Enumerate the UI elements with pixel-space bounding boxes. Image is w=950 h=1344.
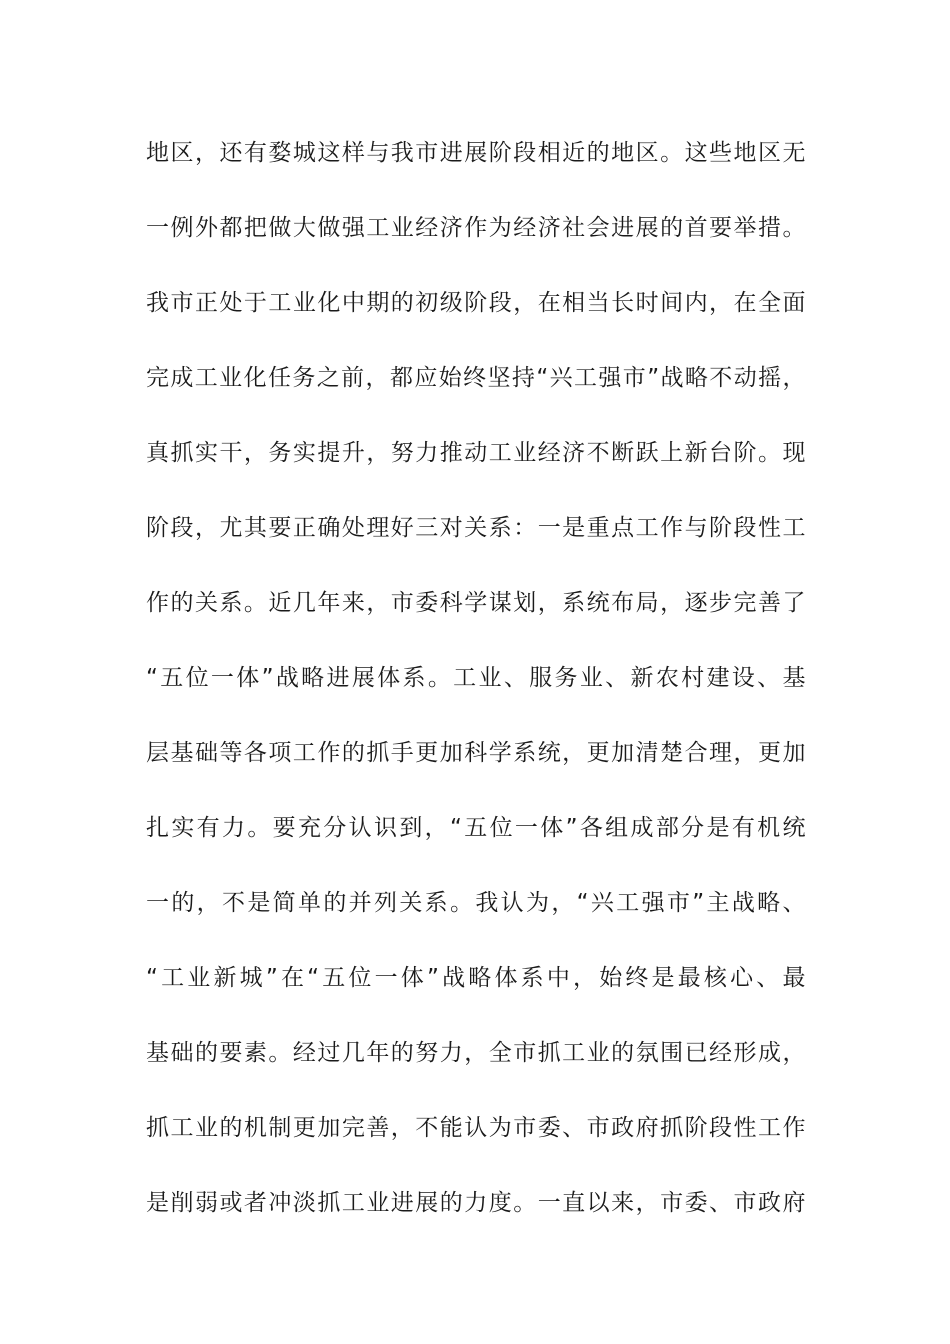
text-line: 地区，还有婺城这样与我市进展阶段相近的地区。这些地区无	[146, 140, 806, 166]
text-line: 一的，不是简单的并列关系。我认为，“兴工强市”主战略、	[146, 890, 806, 916]
text-line: 完成工业化任务之前，都应始终坚持“兴工强市”战略不动摇，	[146, 365, 806, 391]
text-line: 是削弱或者冲淡抓工业进展的力度。一直以来，市委、市政府	[146, 1190, 806, 1216]
body-text	[146, 127, 806, 1252]
text-line: 阶段，尤其要正确处理好三对关系：一是重点工作与阶段性工	[146, 515, 806, 541]
text-line: 作的关系。近几年来，市委科学谋划，系统布局，逐步完善了	[146, 590, 806, 616]
text-line: 真抓实干，务实提升，努力推动工业经济不断跃上新台阶。现	[146, 440, 806, 466]
text-line: “五位一体”战略进展体系。工业、服务业、新农村建设、基	[146, 665, 806, 691]
text-line: “工业新城”在“五位一体”战略体系中，始终是最核心、最	[146, 965, 806, 991]
text-line: 一例外都把做大做强工业经济作为经济社会进展的首要举措。	[146, 215, 806, 241]
text-line: 抓工业的机制更加完善，不能认为市委、市政府抓阶段性工作	[146, 1115, 806, 1141]
text-line: 层基础等各项工作的抓手更加科学系统，更加清楚合理，更加	[146, 740, 806, 766]
text-line: 我市正处于工业化中期的初级阶段，在相当长时间内，在全面	[146, 290, 806, 316]
text-line: 基础的要素。经过几年的努力，全市抓工业的氛围已经形成，	[146, 1040, 806, 1066]
text-line: 扎实有力。要充分认识到，“五位一体”各组成部分是有机统	[146, 815, 806, 841]
